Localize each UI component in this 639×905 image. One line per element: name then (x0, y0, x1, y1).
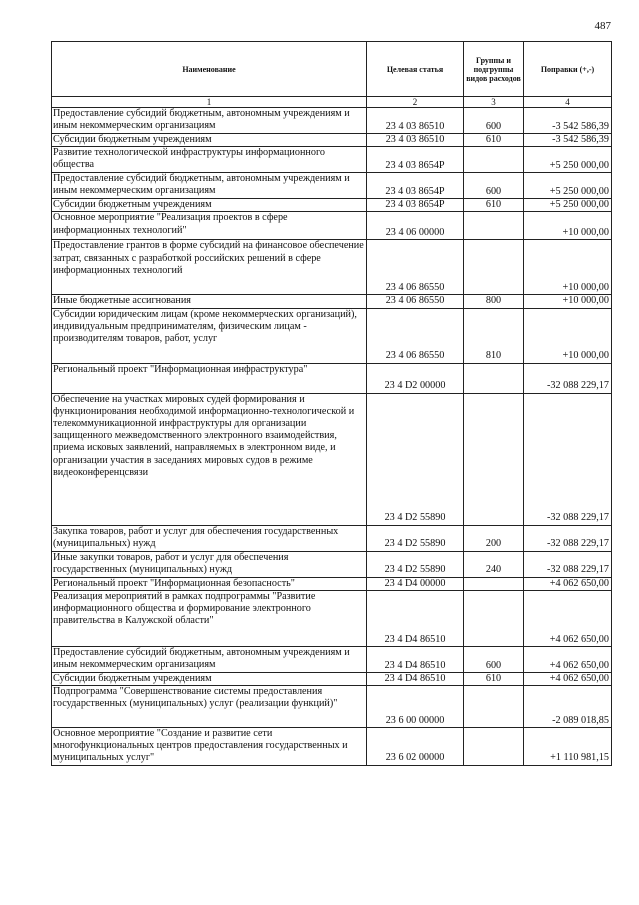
cell-name: Предоставление субсидий бюджетным, автономным учреждениям и иным некоммерческим организациям (52, 646, 367, 672)
cell-amount: -2 089 018,85 (524, 686, 612, 728)
cell-name: Основное мероприятие "Реализация проектов в сфере информационных технологий" (52, 212, 367, 240)
cell-amount: +5 250 000,00 (524, 147, 612, 173)
cell-group (464, 212, 524, 240)
column-number: 4 (524, 97, 612, 108)
table-row (52, 551, 612, 577)
table-row (52, 393, 612, 525)
cell-code: 23 4 D4 86510 (367, 672, 464, 685)
cell-amount: +10 000,00 (524, 212, 612, 240)
cell-name: Субсидии бюджетным учреждениям (52, 199, 367, 212)
cell-code: 23 4 03 86510 (367, 134, 464, 147)
cell-code: 23 4 03 8654Р (367, 199, 464, 212)
cell-group (464, 686, 524, 728)
header-amount: Поправки (+,-) (524, 42, 612, 97)
cell-amount: +1 110 981,15 (524, 728, 612, 766)
cell-name: Субсидии бюджетным учреждениям (52, 672, 367, 685)
cell-group (464, 590, 524, 646)
cell-amount: +4 062 650,00 (524, 646, 612, 672)
table-row (52, 212, 612, 240)
cell-group: 800 (464, 295, 524, 308)
cell-amount: -32 088 229,17 (524, 525, 612, 551)
table-body (52, 108, 612, 766)
table-row (52, 686, 612, 728)
cell-code: 23 4 03 8654Р (367, 173, 464, 199)
cell-amount: +5 250 000,00 (524, 173, 612, 199)
cell-name: Иные бюджетные ассигнования (52, 295, 367, 308)
cell-amount: +10 000,00 (524, 295, 612, 308)
column-number-row (52, 97, 612, 108)
cell-name: Предоставление грантов в форме субсидий на финансовое обеспечение затрат, связанных с разработкой российских решений в сфере информационных технологий (52, 240, 367, 295)
table-row (52, 308, 612, 363)
table-row (52, 577, 612, 590)
cell-group (464, 240, 524, 295)
table-row (52, 363, 612, 393)
header-name: Наименование (52, 42, 367, 97)
cell-name: Подпрограмма "Совершенствование системы предоставления государственных (муниципальных) услуг (реализации функций)" (52, 686, 367, 728)
header-group: Группы и подгруппы видов расходов (464, 42, 524, 97)
cell-code: 23 4 D2 55890 (367, 551, 464, 577)
cell-code: 23 6 02 00000 (367, 728, 464, 766)
table-row (52, 173, 612, 199)
page-number: 487 (594, 20, 611, 32)
cell-group (464, 147, 524, 173)
cell-name: Развитие технологической инфраструктуры информационного общества (52, 147, 367, 173)
cell-amount: -3 542 586,39 (524, 108, 612, 134)
table-row (52, 525, 612, 551)
cell-code: 23 4 D4 00000 (367, 577, 464, 590)
cell-code: 23 4 03 86510 (367, 108, 464, 134)
cell-code: 23 6 00 00000 (367, 686, 464, 728)
cell-amount: -32 088 229,17 (524, 393, 612, 525)
header-code: Целевая статья (367, 42, 464, 97)
table-row (52, 147, 612, 173)
table-row (52, 646, 612, 672)
cell-name: Региональный проект "Информационная инфраструктура" (52, 363, 367, 393)
cell-amount: -32 088 229,17 (524, 551, 612, 577)
cell-amount: +4 062 650,00 (524, 577, 612, 590)
cell-group: 810 (464, 308, 524, 363)
cell-amount: +4 062 650,00 (524, 672, 612, 685)
column-number: 3 (464, 97, 524, 108)
cell-amount: +10 000,00 (524, 308, 612, 363)
cell-group: 610 (464, 134, 524, 147)
table-row (52, 295, 612, 308)
cell-name: Основное мероприятие "Создание и развитие сети многофункциональных центров предоставления государственных и муниципальных услуг" (52, 728, 367, 766)
cell-group: 600 (464, 646, 524, 672)
cell-group: 600 (464, 173, 524, 199)
cell-code: 23 4 06 00000 (367, 212, 464, 240)
cell-code: 23 4 03 8654Р (367, 147, 464, 173)
table-row (52, 240, 612, 295)
cell-group (464, 363, 524, 393)
table-row (52, 672, 612, 685)
cell-code: 23 4 D2 00000 (367, 363, 464, 393)
column-number: 1 (52, 97, 367, 108)
table-row (52, 199, 612, 212)
cell-group: 610 (464, 199, 524, 212)
cell-name: Субсидии юридическим лицам (кроме некоммерческих организаций), индивидуальным предпринимателям, физическим лицам - производителям товаров, работ, услуг (52, 308, 367, 363)
cell-amount: -3 542 586,39 (524, 134, 612, 147)
cell-code: 23 4 D4 86510 (367, 590, 464, 646)
table-row (52, 108, 612, 134)
cell-group: 200 (464, 525, 524, 551)
cell-name: Обеспечение на участках мировых судей формирования и функционирования необходимой информационно-технологической и телекоммуникационной инфраструктуры для организации защищенного межведомственного электронного взаимодействия, приема исковых заявлений, направляемых в электронном виде, и организации участия в заседаниях мировых судов в режиме видеоконференцсвязи (52, 393, 367, 525)
cell-group: 600 (464, 108, 524, 134)
cell-group (464, 393, 524, 525)
cell-code: 23 4 06 86550 (367, 240, 464, 295)
cell-code: 23 4 D2 55890 (367, 525, 464, 551)
table-row (52, 590, 612, 646)
cell-name: Предоставление субсидий бюджетным, автономным учреждениям и иным некоммерческим организациям (52, 108, 367, 134)
cell-code: 23 4 D4 86510 (367, 646, 464, 672)
table-row (52, 134, 612, 147)
cell-amount: -32 088 229,17 (524, 363, 612, 393)
cell-amount: +10 000,00 (524, 240, 612, 295)
cell-group (464, 577, 524, 590)
cell-name: Субсидии бюджетным учреждениям (52, 134, 367, 147)
table-row (52, 728, 612, 766)
cell-code: 23 4 06 86550 (367, 295, 464, 308)
cell-amount: +5 250 000,00 (524, 199, 612, 212)
header-row (52, 42, 612, 97)
cell-name: Региональный проект "Информационная безопасность" (52, 577, 367, 590)
cell-code: 23 4 D2 55890 (367, 393, 464, 525)
budget-amendments-table (51, 41, 612, 766)
cell-name: Закупка товаров, работ и услуг для обеспечения государственных (муниципальных) нужд (52, 525, 367, 551)
cell-group: 240 (464, 551, 524, 577)
cell-amount: +4 062 650,00 (524, 590, 612, 646)
cell-name: Предоставление субсидий бюджетным, автономным учреждениям и иным некоммерческим организациям (52, 173, 367, 199)
cell-name: Реализация мероприятий в рамках подпрограммы "Развитие информационного общества и формирование электронного правительства в Калужской области" (52, 590, 367, 646)
cell-name: Иные закупки товаров, работ и услуг для обеспечения государственных (муниципальных) нужд (52, 551, 367, 577)
column-number: 2 (367, 97, 464, 108)
cell-group (464, 728, 524, 766)
cell-code: 23 4 06 86550 (367, 308, 464, 363)
cell-group: 610 (464, 672, 524, 685)
